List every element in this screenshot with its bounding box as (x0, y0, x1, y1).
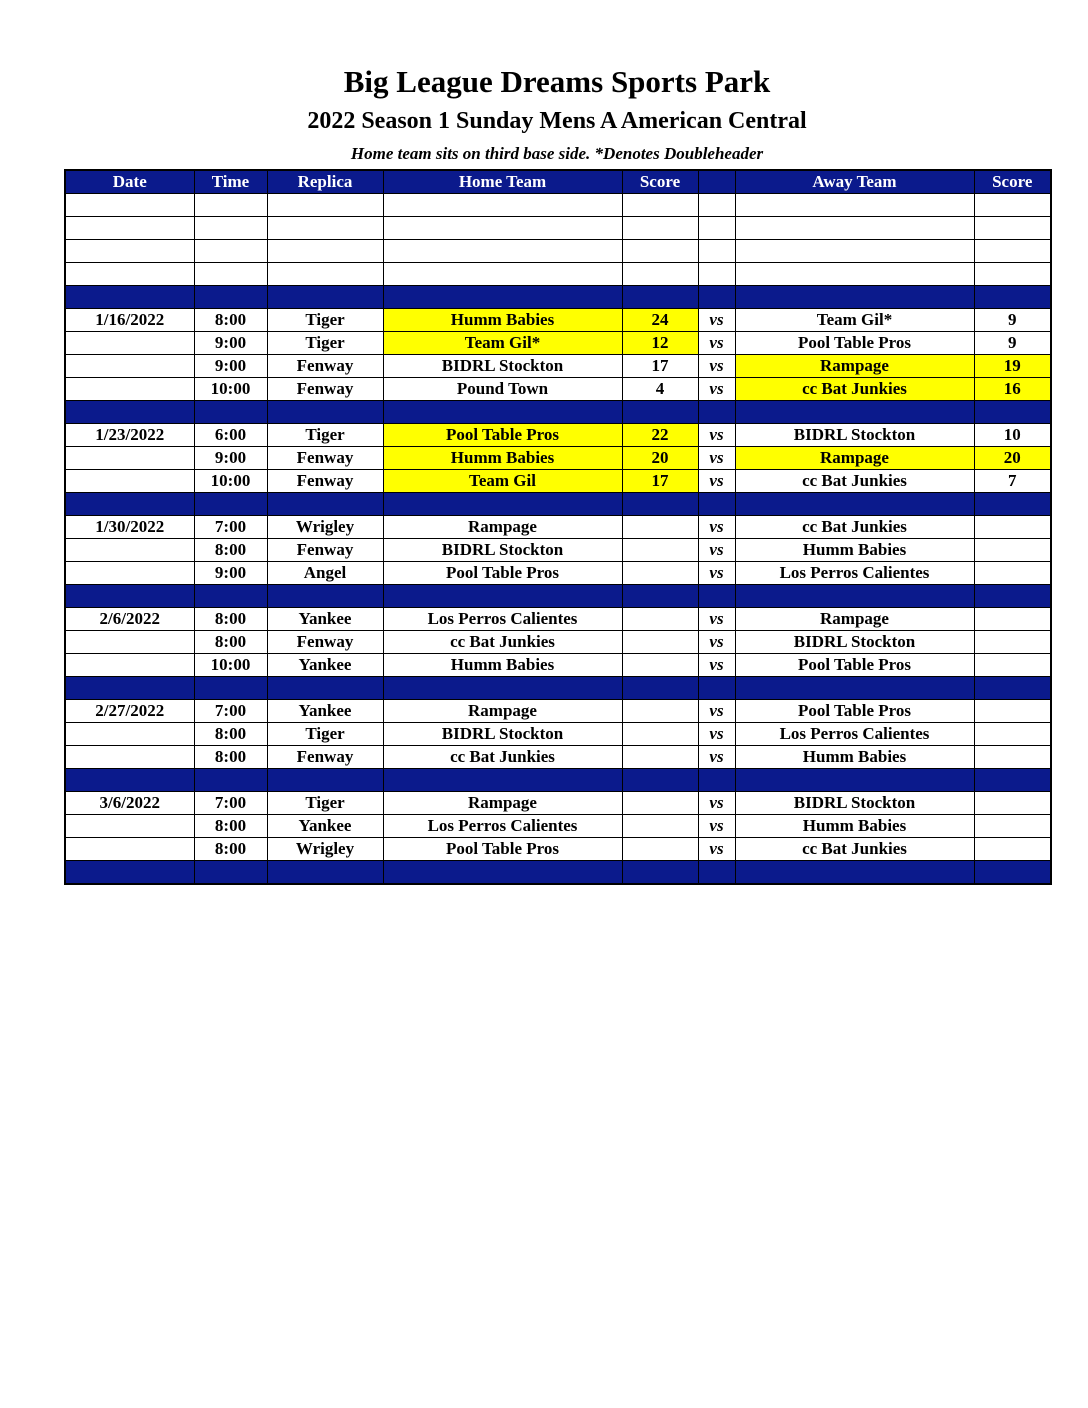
column-header-away-score: Score (974, 170, 1051, 194)
vs-cell: vs (698, 631, 735, 654)
date-cell (65, 194, 194, 217)
date-cell (65, 286, 194, 309)
away-team-cell (735, 769, 974, 792)
home-team-cell (383, 861, 622, 885)
field-cell: Yankee (267, 700, 383, 723)
field-cell (267, 861, 383, 885)
vs-cell: vs (698, 447, 735, 470)
page-note: Home team sits on third base side. *Denotes Doubleheader (350, 144, 764, 163)
home-team-cell (383, 585, 622, 608)
field-cell: Fenway (267, 631, 383, 654)
column-header-time: Time (194, 170, 267, 194)
vs-cell (698, 217, 735, 240)
home-team-cell (383, 194, 622, 217)
away-team-cell (735, 493, 974, 516)
game-row (65, 562, 1051, 585)
vs-cell: vs (698, 815, 735, 838)
vs-cell: vs (698, 792, 735, 815)
field-cell (267, 286, 383, 309)
date-cell: 1/23/2022 (65, 424, 194, 447)
date-cell (65, 447, 194, 470)
vs-cell: vs (698, 539, 735, 562)
time-cell: 9:00 (194, 332, 267, 355)
vs-cell (698, 493, 735, 516)
schedule-table (64, 169, 1052, 885)
time-cell (194, 263, 267, 286)
home-team-cell (383, 286, 622, 309)
home-team-cell: Los Perros Calientes (383, 608, 622, 631)
date-cell (65, 263, 194, 286)
time-cell: 8:00 (194, 815, 267, 838)
away-team-cell: Team Gil* (735, 309, 974, 332)
away-team-cell: Pool Table Pros (735, 654, 974, 677)
time-cell: 9:00 (194, 447, 267, 470)
date-cell (65, 401, 194, 424)
away-team-cell: BIDRL Stockton (735, 631, 974, 654)
vs-cell (698, 861, 735, 885)
page-subtitle: 2022 Season 1 Sunday Mens A American Central (307, 108, 807, 134)
date-cell (65, 677, 194, 700)
away-score-cell (974, 194, 1051, 217)
home-score-cell (622, 792, 698, 815)
vs-cell: vs (698, 470, 735, 493)
field-cell: Wrigley (267, 516, 383, 539)
vs-cell (698, 286, 735, 309)
field-cell (267, 217, 383, 240)
date-cell (65, 562, 194, 585)
page-title: Big League Dreams Sports Park (343, 64, 771, 99)
away-score-cell (974, 654, 1051, 677)
field-cell (267, 769, 383, 792)
time-cell: 8:00 (194, 309, 267, 332)
away-score-cell (974, 240, 1051, 263)
date-cell (65, 493, 194, 516)
game-row (65, 838, 1051, 861)
home-team-cell (383, 493, 622, 516)
home-score-cell: 4 (622, 378, 698, 401)
vs-cell (698, 769, 735, 792)
field-cell: Fenway (267, 378, 383, 401)
time-cell: 7:00 (194, 516, 267, 539)
game-row (65, 332, 1051, 355)
time-cell (194, 217, 267, 240)
date-cell (65, 631, 194, 654)
time-cell: 10:00 (194, 378, 267, 401)
away-team-cell: Los Perros Calientes (735, 723, 974, 746)
vs-cell: vs (698, 332, 735, 355)
home-team-cell: Humm Babies (383, 309, 622, 332)
home-score-cell (622, 539, 698, 562)
home-team-cell: BIDRL Stockton (383, 539, 622, 562)
date-cell (65, 470, 194, 493)
away-team-cell: Humm Babies (735, 746, 974, 769)
game-row (65, 424, 1051, 447)
date-cell (65, 769, 194, 792)
time-cell: 10:00 (194, 654, 267, 677)
game-row (65, 746, 1051, 769)
vs-cell: vs (698, 424, 735, 447)
away-team-cell: Rampage (735, 355, 974, 378)
game-row (65, 723, 1051, 746)
away-score-cell (974, 769, 1051, 792)
home-team-cell: Pool Table Pros (383, 562, 622, 585)
time-cell: 7:00 (194, 792, 267, 815)
field-cell: Fenway (267, 447, 383, 470)
field-cell (267, 263, 383, 286)
field-cell: Angel (267, 562, 383, 585)
home-score-cell (622, 631, 698, 654)
home-team-cell (383, 217, 622, 240)
time-cell: 9:00 (194, 355, 267, 378)
field-cell: Wrigley (267, 838, 383, 861)
away-team-cell (735, 194, 974, 217)
field-cell: Tiger (267, 723, 383, 746)
game-row (65, 447, 1051, 470)
home-team-cell (383, 677, 622, 700)
away-score-cell: 9 (974, 332, 1051, 355)
away-score-cell (974, 677, 1051, 700)
home-score-cell: 17 (622, 355, 698, 378)
away-team-cell (735, 240, 974, 263)
home-team-cell: Humm Babies (383, 654, 622, 677)
home-team-cell: BIDRL Stockton (383, 723, 622, 746)
away-team-cell (735, 217, 974, 240)
time-cell: 10:00 (194, 470, 267, 493)
home-score-cell (622, 746, 698, 769)
vs-cell: vs (698, 378, 735, 401)
home-team-cell: Pool Table Pros (383, 424, 622, 447)
home-team-cell: Pool Table Pros (383, 838, 622, 861)
home-score-cell (622, 516, 698, 539)
home-score-cell (622, 286, 698, 309)
field-cell (267, 240, 383, 263)
home-score-cell (622, 240, 698, 263)
away-score-cell (974, 562, 1051, 585)
column-header-away-team: Away Team (735, 170, 974, 194)
vs-cell (698, 677, 735, 700)
game-row (65, 654, 1051, 677)
away-team-cell: Pool Table Pros (735, 700, 974, 723)
time-cell (194, 401, 267, 424)
away-score-cell (974, 815, 1051, 838)
away-score-cell: 16 (974, 378, 1051, 401)
week-separator-row (65, 401, 1051, 424)
field-cell (267, 401, 383, 424)
time-cell: 8:00 (194, 838, 267, 861)
time-cell: 8:00 (194, 723, 267, 746)
date-cell (65, 585, 194, 608)
week-separator-row (65, 286, 1051, 309)
date-cell: 2/27/2022 (65, 700, 194, 723)
date-cell (65, 746, 194, 769)
away-score-cell (974, 539, 1051, 562)
away-team-cell: Rampage (735, 608, 974, 631)
time-cell (194, 861, 267, 885)
time-cell (194, 194, 267, 217)
column-header-home-score: Score (622, 170, 698, 194)
time-cell: 6:00 (194, 424, 267, 447)
blank-row (65, 194, 1051, 217)
date-cell (65, 355, 194, 378)
game-row (65, 815, 1051, 838)
vs-cell: vs (698, 355, 735, 378)
schedule-body (65, 194, 1051, 885)
time-cell (194, 240, 267, 263)
home-team-cell: cc Bat Junkies (383, 746, 622, 769)
away-score-cell (974, 585, 1051, 608)
home-score-cell (622, 263, 698, 286)
home-score-cell (622, 700, 698, 723)
field-cell (267, 493, 383, 516)
away-score-cell (974, 631, 1051, 654)
time-cell (194, 769, 267, 792)
away-team-cell: cc Bat Junkies (735, 838, 974, 861)
away-team-cell: Humm Babies (735, 539, 974, 562)
away-score-cell (974, 286, 1051, 309)
date-cell (65, 378, 194, 401)
vs-cell: vs (698, 723, 735, 746)
home-score-cell (622, 861, 698, 885)
vs-cell: vs (698, 562, 735, 585)
away-score-cell (974, 401, 1051, 424)
away-team-cell (735, 585, 974, 608)
game-row (65, 378, 1051, 401)
away-score-cell (974, 263, 1051, 286)
away-team-cell: cc Bat Junkies (735, 470, 974, 493)
date-cell (65, 539, 194, 562)
time-cell (194, 677, 267, 700)
date-cell (65, 723, 194, 746)
away-team-cell: BIDRL Stockton (735, 792, 974, 815)
vs-cell: vs (698, 838, 735, 861)
vs-cell: vs (698, 309, 735, 332)
home-score-cell: 24 (622, 309, 698, 332)
home-score-cell (622, 194, 698, 217)
game-row (65, 792, 1051, 815)
home-score-cell (622, 493, 698, 516)
away-score-cell: 10 (974, 424, 1051, 447)
home-score-cell (622, 769, 698, 792)
home-team-cell (383, 240, 622, 263)
game-row (65, 631, 1051, 654)
away-team-cell: Humm Babies (735, 815, 974, 838)
away-score-cell (974, 792, 1051, 815)
vs-cell: vs (698, 700, 735, 723)
date-cell (65, 332, 194, 355)
vs-cell (698, 585, 735, 608)
away-score-cell: 9 (974, 309, 1051, 332)
home-team-cell: Pound Town (383, 378, 622, 401)
home-score-cell (622, 401, 698, 424)
away-score-cell: 20 (974, 447, 1051, 470)
field-cell (267, 194, 383, 217)
time-cell: 8:00 (194, 608, 267, 631)
away-score-cell: 19 (974, 355, 1051, 378)
field-cell: Fenway (267, 470, 383, 493)
date-cell: 2/6/2022 (65, 608, 194, 631)
home-team-cell: Humm Babies (383, 447, 622, 470)
time-cell (194, 286, 267, 309)
away-score-cell (974, 516, 1051, 539)
away-score-cell (974, 217, 1051, 240)
away-team-cell (735, 677, 974, 700)
date-cell (65, 654, 194, 677)
vs-cell: vs (698, 516, 735, 539)
field-cell: Yankee (267, 654, 383, 677)
game-row (65, 309, 1051, 332)
vs-cell: vs (698, 746, 735, 769)
field-cell: Yankee (267, 608, 383, 631)
field-cell (267, 677, 383, 700)
home-team-cell (383, 769, 622, 792)
field-cell: Fenway (267, 355, 383, 378)
home-score-cell (622, 562, 698, 585)
home-team-cell: Team Gil* (383, 332, 622, 355)
away-team-cell (735, 263, 974, 286)
date-cell (65, 838, 194, 861)
column-header-home-team: Home Team (383, 170, 622, 194)
date-cell (65, 815, 194, 838)
game-row (65, 700, 1051, 723)
date-cell: 1/16/2022 (65, 309, 194, 332)
home-score-cell: 22 (622, 424, 698, 447)
away-score-cell (974, 838, 1051, 861)
home-score-cell: 12 (622, 332, 698, 355)
home-score-cell (622, 815, 698, 838)
week-separator-row (65, 861, 1051, 885)
vs-cell: vs (698, 608, 735, 631)
field-cell: Tiger (267, 332, 383, 355)
column-header-replica: Replica (267, 170, 383, 194)
date-cell (65, 217, 194, 240)
home-score-cell (622, 654, 698, 677)
away-team-cell: cc Bat Junkies (735, 378, 974, 401)
away-score-cell (974, 608, 1051, 631)
away-score-cell (974, 493, 1051, 516)
field-cell: Fenway (267, 539, 383, 562)
away-team-cell (735, 401, 974, 424)
away-team-cell: cc Bat Junkies (735, 516, 974, 539)
vs-cell (698, 401, 735, 424)
week-separator-row (65, 677, 1051, 700)
blank-row (65, 240, 1051, 263)
home-team-cell: Rampage (383, 700, 622, 723)
week-separator-row (65, 769, 1051, 792)
date-cell: 1/30/2022 (65, 516, 194, 539)
field-cell (267, 585, 383, 608)
home-score-cell (622, 585, 698, 608)
home-team-cell: Los Perros Calientes (383, 815, 622, 838)
time-cell (194, 493, 267, 516)
game-row (65, 355, 1051, 378)
home-score-cell: 17 (622, 470, 698, 493)
field-cell: Fenway (267, 746, 383, 769)
column-header-date: Date (65, 170, 194, 194)
home-score-cell (622, 838, 698, 861)
time-cell: 9:00 (194, 562, 267, 585)
home-score-cell (622, 217, 698, 240)
away-score-cell (974, 700, 1051, 723)
away-team-cell: Pool Table Pros (735, 332, 974, 355)
time-cell: 7:00 (194, 700, 267, 723)
game-row (65, 516, 1051, 539)
vs-cell (698, 194, 735, 217)
game-row (65, 470, 1051, 493)
column-header-vs (698, 170, 735, 194)
home-team-cell: cc Bat Junkies (383, 631, 622, 654)
field-cell: Tiger (267, 309, 383, 332)
home-team-cell: BIDRL Stockton (383, 355, 622, 378)
game-row (65, 539, 1051, 562)
blank-row (65, 217, 1051, 240)
away-score-cell (974, 723, 1051, 746)
time-cell: 8:00 (194, 746, 267, 769)
blank-row (65, 263, 1051, 286)
home-score-cell: 20 (622, 447, 698, 470)
home-team-cell: Team Gil (383, 470, 622, 493)
away-team-cell: Los Perros Calientes (735, 562, 974, 585)
week-separator-row (65, 585, 1051, 608)
time-cell: 8:00 (194, 539, 267, 562)
away-team-cell: Rampage (735, 447, 974, 470)
home-team-cell (383, 263, 622, 286)
vs-cell: vs (698, 654, 735, 677)
vs-cell (698, 263, 735, 286)
home-team-cell: Rampage (383, 792, 622, 815)
date-cell: 3/6/2022 (65, 792, 194, 815)
away-score-cell (974, 746, 1051, 769)
date-cell (65, 861, 194, 885)
home-score-cell (622, 677, 698, 700)
header-row (65, 170, 1051, 194)
away-team-cell (735, 861, 974, 885)
field-cell: Tiger (267, 424, 383, 447)
vs-cell (698, 240, 735, 263)
field-cell: Yankee (267, 815, 383, 838)
away-score-cell: 7 (974, 470, 1051, 493)
time-cell (194, 585, 267, 608)
week-separator-row (65, 493, 1051, 516)
home-score-cell (622, 723, 698, 746)
game-row (65, 608, 1051, 631)
date-cell (65, 240, 194, 263)
away-score-cell (974, 861, 1051, 885)
home-score-cell (622, 608, 698, 631)
away-team-cell: BIDRL Stockton (735, 424, 974, 447)
field-cell: Tiger (267, 792, 383, 815)
home-team-cell (383, 401, 622, 424)
time-cell: 8:00 (194, 631, 267, 654)
away-team-cell (735, 286, 974, 309)
home-team-cell: Rampage (383, 516, 622, 539)
